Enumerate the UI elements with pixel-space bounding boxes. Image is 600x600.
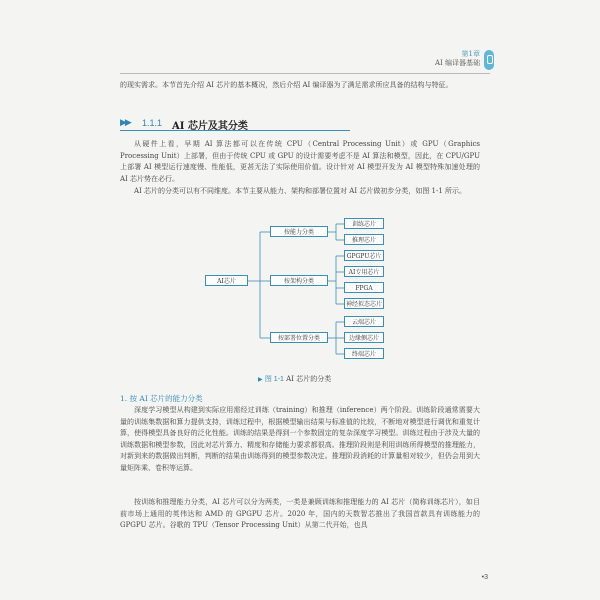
node-asic-chip: AI专用芯片 bbox=[344, 266, 384, 277]
node-neuromorphic-chip: 神经拟态芯片 bbox=[344, 298, 384, 309]
paragraph-3: 深度学习模型从构建到实际应用需经过训练（training）和推理（inference）两个阶段。训练阶段通常需要大量的训练集数据和算力提供支持，训练过程中，根据模型输出结果与标准值的比较，不断地对模型进行调优和重复计算，使得模型具备良好的泛化性能。训练的结果是得到一个参数固定的复杂深度学习模型。训练过程由于涉及大量的训练数据和模型参数，因此对芯片算力、精度和存储能力要求都很高。推理阶段则是利用训练所得模型的推理能力，对新到来的数据做出判断，判断的结果由训练得到的模型参数决定。推理阶段消耗的计算量相对较少，但仍会用到大量矩阵乘、卷积等运算。 bbox=[120, 406, 480, 472]
ai-chip-classification-diagram bbox=[200, 212, 400, 372]
node-ai-chip: AI芯片 bbox=[205, 275, 248, 286]
node-by-architecture: 按架构分类 bbox=[270, 275, 328, 286]
section-heading bbox=[120, 117, 370, 131]
node-cloud-chip: 云端芯片 bbox=[344, 316, 384, 327]
caption-arrow-icon: ▶ bbox=[258, 376, 263, 383]
chapter-number: 第1章 bbox=[461, 50, 480, 58]
chapter-title: AI 编译器基础 bbox=[434, 59, 480, 67]
subsection-heading: 1. 按 AI 芯片的能力分类 bbox=[120, 394, 203, 403]
section-underline bbox=[120, 130, 350, 131]
node-by-capability: 按能力分类 bbox=[270, 226, 328, 237]
section-number: 1.1.1 bbox=[142, 118, 163, 128]
node-edge-chip: 边缘侧芯片 bbox=[344, 332, 384, 343]
node-inference-chip: 推理芯片 bbox=[344, 234, 384, 245]
paragraph-4: 按训练和推理能力分类，AI 芯片可以分为两类，一类是兼顾训练和推理能力的 AI 芯片（简称训练芯片），如目前市场上通用的英伟达和 AMD 的 GPGPU 芯片。2020 年，国内的天数智芯推出了我国首款具有训练能力的 GPGPU 芯片。谷歌的 TPU（Tensor Processing Unit）从第二代开始，也具 bbox=[120, 498, 480, 529]
node-fpga: FPGA bbox=[344, 282, 384, 293]
node-by-deployment: 按部署位置分类 bbox=[270, 332, 328, 343]
page-number: •3 bbox=[481, 574, 488, 581]
figure-caption bbox=[258, 374, 331, 384]
section-title: AI 芯片及其分类 bbox=[172, 121, 248, 132]
intro-paragraph: 的现实需求。本节首先介绍 AI 芯片的基本概况，然后介绍 AI 编译器为了满足需求所应具备的结构与特征。 bbox=[120, 81, 453, 89]
node-gpgpu-chip: GPGPU芯片 bbox=[344, 250, 384, 261]
chapter-tab-icon bbox=[484, 50, 494, 70]
paragraph-2: AI 芯片的分类可以有不同维度。本节主要从能力、架构和部署位置对 AI 芯片做初步分类，如图 1-1 所示。 bbox=[134, 187, 467, 195]
figure-title: AI 芯片的分类 bbox=[286, 375, 332, 383]
node-terminal-chip: 终端芯片 bbox=[344, 348, 384, 359]
double-arrow-icon: ▶▶ bbox=[120, 118, 130, 128]
figure-label: 图 1-1 bbox=[264, 376, 284, 383]
running-header bbox=[435, 50, 480, 68]
header-rule bbox=[120, 73, 490, 74]
paragraph-1: 从硬件上看，早期 AI 算法都可以在传统 CPU（Central Processing Unit）或 GPU（Graphics Processing Unit）上部署，但由于传统 CPU 或 GPU 的设计需要考虑不是 AI 算法和模型，因此，在 CPU/GPU 上部署 AI 模型运行速度慢、性能低，更甚无法了实际使用价值。设计针对 AI 模型开发为 AI 模型特殊加速处理的 AI 芯片势在必行。 bbox=[120, 140, 480, 183]
node-training-chip: 训练芯片 bbox=[344, 218, 384, 229]
